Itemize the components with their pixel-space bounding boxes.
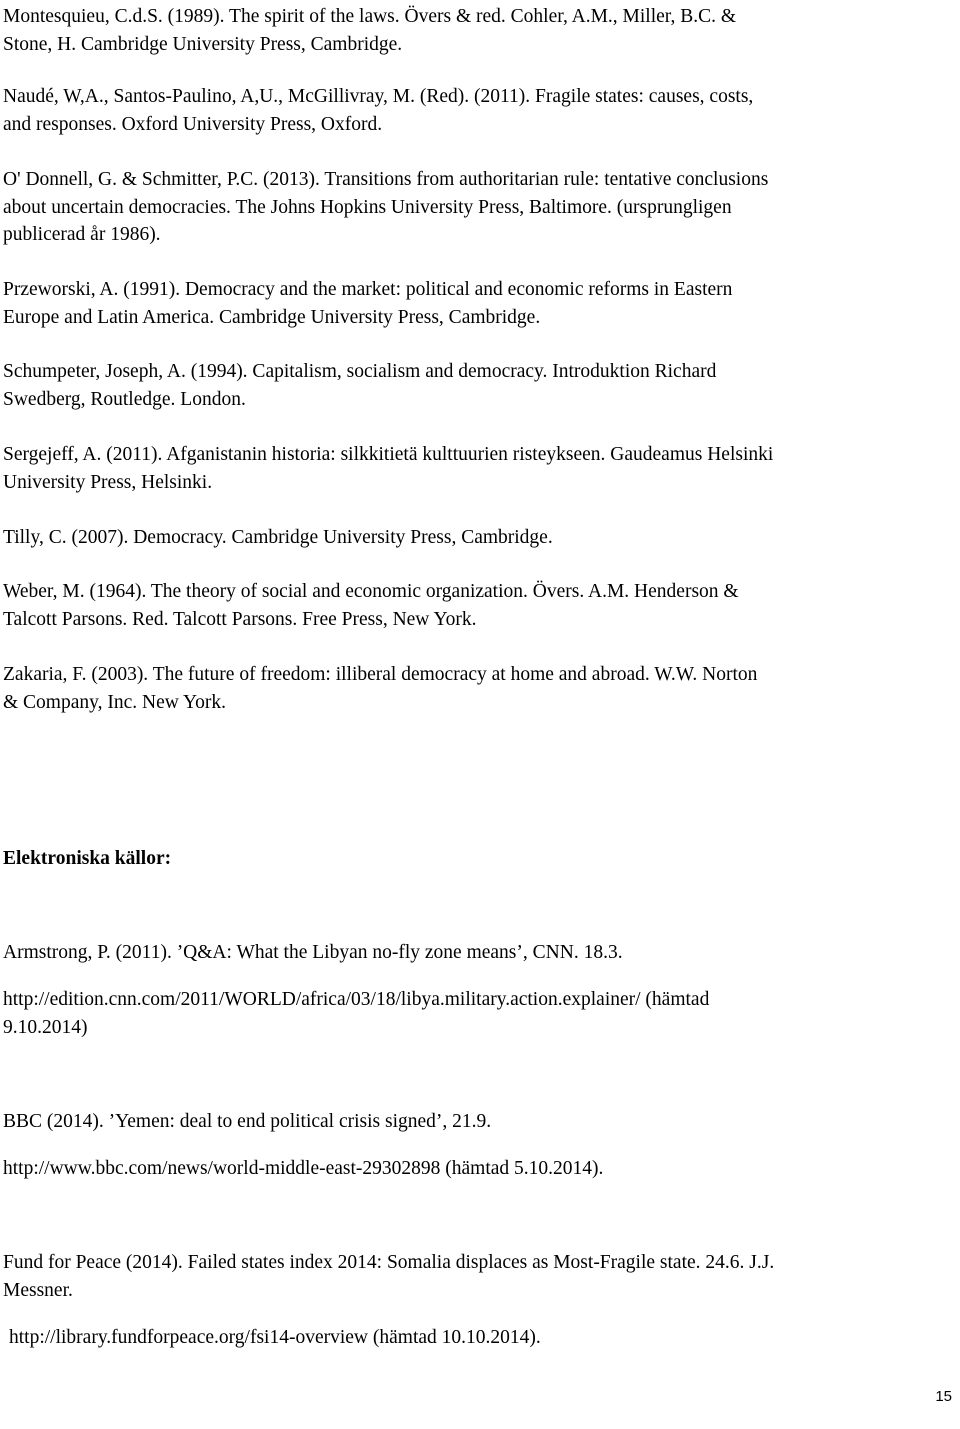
reference-entry — [3, 661, 953, 716]
reference-entry — [3, 166, 953, 249]
reference-entry — [3, 276, 953, 331]
reference-line: and responses. Oxford University Press, Oxford. — [3, 113, 383, 135]
reference-line: University Press, Helsinki. — [3, 471, 213, 493]
electronic-source-citation — [3, 1108, 953, 1136]
reference-entry — [3, 524, 953, 552]
reference-line: O' Donnell, G. & Schmitter, P.C. (2013). Transitions from authoritarian rule: tentative conclusions — [3, 169, 769, 190]
reference-entry — [3, 441, 953, 496]
citation-line: Armstrong, P. (2011). ’Q&A: What the Libyan no-fly zone means’, CNN. 18.3. — [3, 942, 623, 963]
url-line: http://library.fundforpeace.org/fsi14-overview (hämtad 10.10.2014). — [9, 1327, 541, 1348]
reference-line: Talcott Parsons. Red. Talcott Parsons. Free Press, New York. — [3, 608, 477, 630]
reference-line: Swedberg, Routledge. London. — [3, 388, 246, 410]
url-line: http://edition.cnn.com/2011/WORLD/africa/03/18/libya.military.action.explainer/ (hämtad — [3, 989, 710, 1010]
url-line: http://www.bbc.com/news/world-middle-east-29302898 (hämtad 5.10.2014). — [3, 1158, 604, 1179]
reference-line: Europe and Latin America. Cambridge University Press, Cambridge. — [3, 306, 541, 328]
electronic-source-url — [3, 986, 953, 1041]
reference-line: Schumpeter, Joseph, A. (1994). Capitalism, socialism and democracy. Introduktion Richard — [3, 361, 717, 382]
reference-line: Montesquieu, C.d.S. (1989). The spirit of the laws. Övers & red. Cohler, A.M., Miller, B.C. & — [3, 6, 737, 27]
citation-line: BBC (2014). ’Yemen: deal to end political crisis signed’, 21.9. — [3, 1111, 492, 1132]
reference-line: publicerad år 1986). — [3, 224, 161, 245]
electronic-source-citation — [3, 1249, 953, 1304]
reference-line: Sergejeff, A. (2011). Afganistanin historia: silkkitietä kulttuurien risteykseen. Gaudeamus Helsinki — [3, 444, 774, 465]
reference-entry — [3, 358, 953, 413]
citation-line: Fund for Peace (2014). Failed states index 2014: Somalia displaces as Most-Fragile state. 24.6. J.J. — [3, 1252, 775, 1273]
reference-line: Stone, H. Cambridge University Press, Cambridge. — [3, 33, 403, 55]
reference-line: & Company, Inc. New York. — [3, 691, 226, 713]
electronic-source-url — [9, 1324, 959, 1352]
url-line: 9.10.2014) — [3, 1016, 88, 1038]
electronic-source-citation — [3, 939, 953, 967]
section-heading-electronic-sources: Elektroniska källor: — [3, 848, 172, 869]
reference-line: Przeworski, A. (1991). Democracy and the market: political and economic reforms in Eastern — [3, 279, 733, 300]
electronic-source-url — [3, 1155, 953, 1183]
reference-line: Weber, M. (1964). The theory of social and economic organization. Övers. A.M. Henderson & — [3, 581, 739, 602]
reference-line: about uncertain democracies. The Johns Hopkins University Press, Baltimore. (ursprungligen — [3, 196, 732, 218]
reference-entry — [3, 3, 953, 58]
citation-line: Messner. — [3, 1279, 73, 1301]
reference-entry — [3, 578, 953, 633]
reference-line: Naudé, W,A., Santos-Paulino, A,U., McGillivray, M. (Red). (2011). Fragile states: causes, costs, — [3, 86, 754, 107]
reference-entry — [3, 83, 953, 138]
reference-line: Zakaria, F. (2003). The future of freedom: illiberal democracy at home and abroad. W.W. Norton — [3, 664, 758, 685]
reference-line: Tilly, C. (2007). Democracy. Cambridge University Press, Cambridge. — [3, 527, 553, 548]
page-number: 15 — [935, 1388, 952, 1405]
